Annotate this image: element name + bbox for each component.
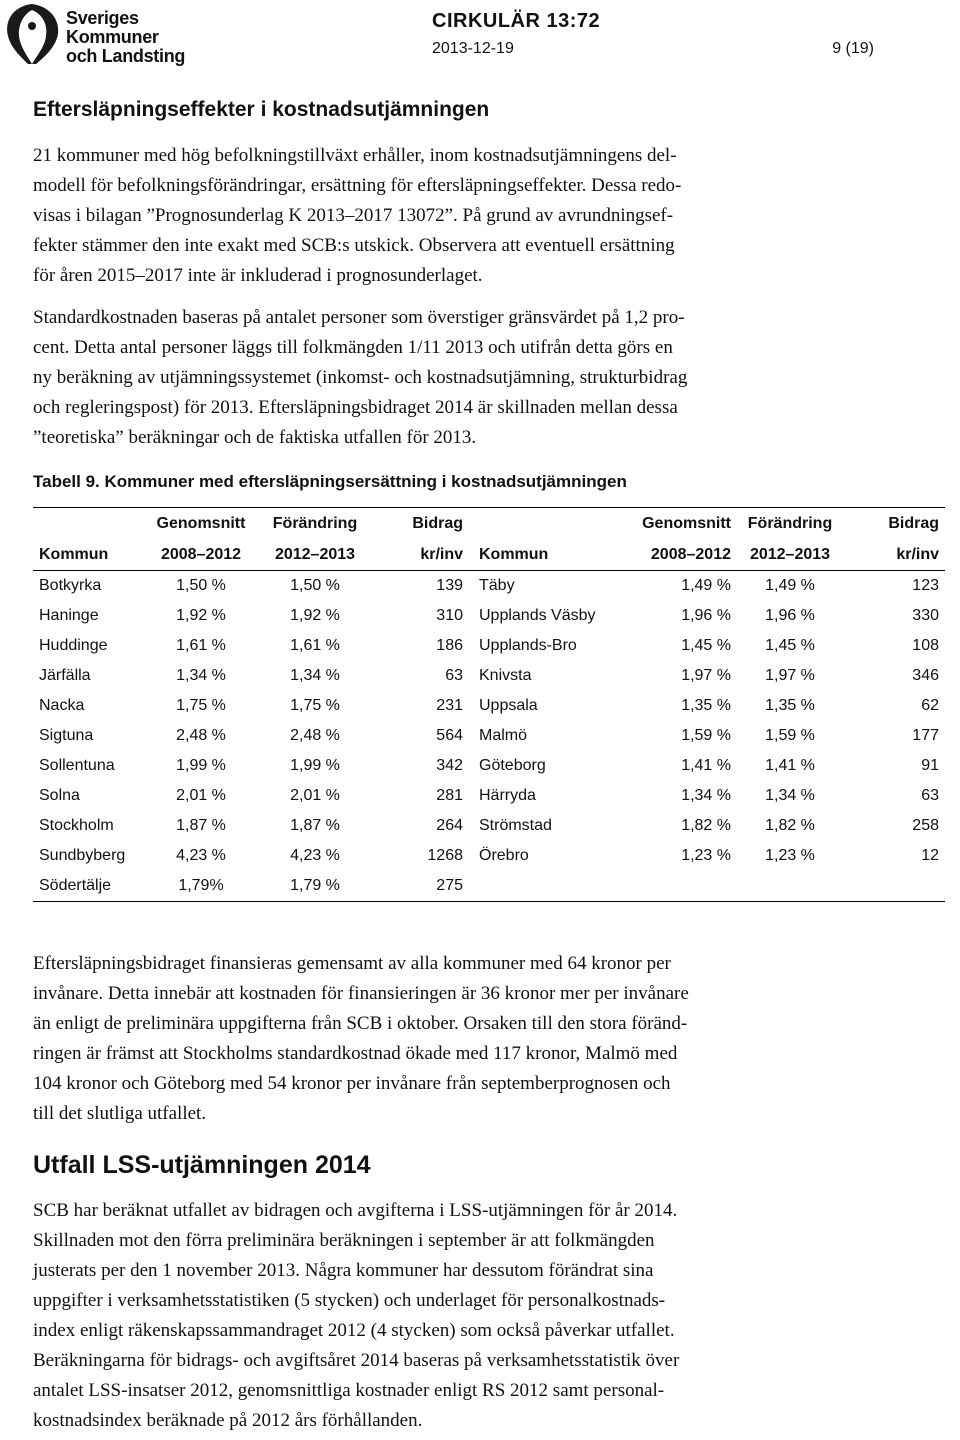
table-cell: 330	[912, 607, 939, 624]
table-cell: 1,59 %	[681, 727, 731, 744]
header-cell: Genomsnitt	[627, 508, 731, 541]
table-row	[33, 781, 945, 811]
section-heading-efterslapning: Eftersläpningseffekter i kostnadsutjämningen	[33, 98, 490, 121]
paragraph-line: invånare. Detta innebär att kostnaden för finansieringen är 36 kronor mer per invånare	[33, 983, 689, 1004]
table-cell: 1,87 %	[290, 817, 340, 834]
table-cell: Sollentuna	[39, 757, 115, 774]
table-cell: 2,48 %	[290, 727, 340, 744]
paragraph-line: justerats per den 1 november 2013. Några kommuner har dessutom förändrat sina	[33, 1260, 654, 1281]
table-cell: 1,49 %	[765, 577, 815, 594]
paragraph-standardkostnad	[33, 303, 873, 453]
table-cell: 63	[921, 787, 939, 804]
header-cell: Kommun	[473, 540, 627, 571]
table-cell: 1,41 %	[681, 757, 731, 774]
table-cell: 1,75 %	[176, 697, 226, 714]
table-cell: Göteborg	[479, 757, 546, 774]
table-cell: Södertälje	[33, 871, 145, 902]
paragraph-line: modell för befolkningsförändringar, ersättning för eftersläpningseffekter. Dessa redo-	[33, 175, 682, 196]
table-row	[33, 721, 945, 751]
table-cell: 1,87 %	[176, 817, 226, 834]
paragraph-line: cent. Detta antal personer läggs till folkmängden 1/11 2013 och utifrån detta görs en	[33, 337, 673, 358]
logo-text-line-3: och Landsting	[66, 46, 186, 66]
paragraph-line: ringen är främst att Stockholms standardkostnad ökade med 117 kronor, Malmö med	[33, 1043, 678, 1064]
table-row	[33, 601, 945, 631]
table-cell: Järfälla	[39, 667, 91, 684]
header-cell: 2012–2013	[257, 540, 373, 571]
table-cell: 1,23 %	[765, 847, 815, 864]
table-cell: Solna	[39, 787, 80, 804]
table-cell: 177	[912, 727, 939, 744]
paragraph-line: Standardkostnaden baseras på antalet personer som överstiger gränsvärdet på 1,2 pro-	[33, 307, 685, 328]
table-cell: Knivsta	[479, 667, 532, 684]
table-cell: 2,01 %	[176, 787, 226, 804]
table-cell: 1,23 %	[681, 847, 731, 864]
header-cell	[33, 508, 145, 541]
logo-emblem-icon	[2, 2, 62, 66]
table-cell: 1,35 %	[681, 697, 731, 714]
table-cell: Huddinge	[39, 637, 108, 654]
table-cell: 63	[445, 667, 463, 684]
table-cell: 1,41 %	[765, 757, 815, 774]
table-cell: 1,34 %	[176, 667, 226, 684]
paragraph-line: fekter stämmer den inte exakt med SCB:s utskick. Observera att eventuell ersättning	[33, 235, 675, 256]
table-cell: 4,23 %	[290, 847, 340, 864]
paragraph-line: för åren 2015–2017 inte är inkluderad i prognosunderlaget.	[33, 265, 483, 286]
paragraph-line: till det slutliga utfallet.	[33, 1103, 207, 1124]
table-cell: 258	[912, 817, 939, 834]
paragraph-line: och regleringspost) för 2013. Eftersläpningsbidraget 2014 är skillnaden mellan dessa	[33, 397, 678, 418]
header-cell: Genomsnitt	[145, 508, 257, 541]
table-cell: Stockholm	[39, 817, 114, 834]
document-date: 2013-12-19	[432, 40, 514, 57]
table-cell: 281	[436, 787, 463, 804]
table-row	[33, 871, 945, 902]
table-cell: Täby	[479, 577, 515, 594]
table-cell	[473, 871, 627, 902]
table-cell: 1,79%	[145, 871, 257, 902]
table-cell: 1268	[427, 847, 463, 864]
table-cell: 1,75 %	[290, 697, 340, 714]
organization-logo	[0, 0, 186, 72]
table-cell: 1,45 %	[681, 637, 731, 654]
paragraph-line: 21 kommuner med hög befolkningstillväxt erhåller, inom kostnadsutjämningens del-	[33, 145, 677, 166]
table-cell: 1,34 %	[290, 667, 340, 684]
paragraph-line: uppgifter i verksamhetsstatistiken (5 stycken) och underlaget för personalkostnads-	[33, 1290, 666, 1311]
table-cell: 564	[436, 727, 463, 744]
table-cell	[627, 871, 731, 902]
table-row	[33, 661, 945, 691]
table-cell: 1,61 %	[176, 637, 226, 654]
table-header-row-bottom	[33, 540, 945, 571]
paragraph-line: Skillnaden mot den förra preliminära beräkningen i september är att folkmängden	[33, 1230, 655, 1251]
paragraph-line: ”teoretiska” beräkningar och de faktiska utfallen för 2013.	[33, 427, 477, 448]
paragraph-line: Beräkningarna för bidrags- och avgiftsåret 2014 baseras på verksamhetsstatistik över	[33, 1350, 680, 1371]
table-row	[33, 691, 945, 721]
paragraph-intro	[33, 141, 873, 291]
table-cell: 264	[436, 817, 463, 834]
paragraph-line: visas i bilagan ”Prognosunderlag K 2013–2017 13072”. På grund av avrundningsef-	[33, 205, 674, 226]
section-heading-lss: Utfall LSS-utjämningen 2014	[33, 1151, 371, 1179]
table-cell	[731, 871, 849, 902]
compensation-table	[33, 507, 945, 902]
table-cell: Sigtuna	[39, 727, 94, 744]
table-cell: 1,34 %	[681, 787, 731, 804]
table-cell: Upplands Väsby	[479, 607, 596, 624]
header-cell: Bidrag	[373, 508, 473, 541]
table-cell: 1,49 %	[681, 577, 731, 594]
table-cell: Botkyrka	[39, 577, 102, 594]
table-cell: 342	[436, 757, 463, 774]
table-cell: 1,99 %	[290, 757, 340, 774]
table-cell: Strömstad	[479, 817, 552, 834]
header-cell: 2008–2012	[627, 540, 731, 571]
table-caption: Tabell 9. Kommuner med eftersläpningsersättning i kostnadsutjämningen	[33, 472, 627, 491]
table-cell: 1,82 %	[681, 817, 731, 834]
circular-number: CIRKULÄR 13:72	[432, 10, 601, 32]
table-header-row-top	[33, 508, 945, 541]
table-row	[33, 751, 945, 781]
header-cell: 2012–2013	[731, 540, 849, 571]
paragraph-financing	[33, 949, 873, 1129]
table-row	[33, 841, 945, 871]
table-cell: 1,61 %	[290, 637, 340, 654]
table-cell	[849, 871, 945, 902]
table-cell: 186	[436, 637, 463, 654]
header-cell: Bidrag	[849, 508, 945, 541]
logo-text-line-2: Kommuner	[66, 27, 159, 47]
table-cell: Härryda	[479, 787, 536, 804]
table-cell: Uppsala	[479, 697, 538, 714]
paragraph-line: 104 kronor och Göteborg med 54 kronor per invånare från septemberprognosen och	[33, 1073, 671, 1094]
table-cell: 1,50 %	[290, 577, 340, 594]
table-cell: 1,82 %	[765, 817, 815, 834]
header-cell	[473, 508, 627, 541]
table-cell: Haninge	[39, 607, 99, 624]
table-cell: 1,97 %	[765, 667, 815, 684]
table-cell: 1,45 %	[765, 637, 815, 654]
table-cell: 1,99 %	[176, 757, 226, 774]
header-cell: kr/inv	[849, 540, 945, 571]
header-cell: Förändring	[257, 508, 373, 541]
table-cell: 1,79 %	[257, 871, 373, 902]
table-cell: 1,34 %	[765, 787, 815, 804]
table-cell: Upplands-Bro	[479, 637, 577, 654]
table-cell: 62	[921, 697, 939, 714]
table-row	[33, 631, 945, 661]
table-cell: 231	[436, 697, 463, 714]
table-cell: 310	[436, 607, 463, 624]
table-cell: 123	[912, 577, 939, 594]
header-cell: kr/inv	[373, 540, 473, 571]
table-cell: 1,50 %	[176, 577, 226, 594]
paragraph-line: index enligt räkenskapssammandraget 2012 (4 stycken) som också påverkar utfallet.	[33, 1320, 675, 1341]
table-cell: 2,48 %	[176, 727, 226, 744]
header-cell: Förändring	[731, 508, 849, 541]
logo-text-line-1: Sveriges	[66, 8, 139, 28]
table-row	[33, 571, 945, 602]
paragraph-line: än enligt de preliminära uppgifterna från SCB i oktober. Orsaken till den stora föränd-	[33, 1013, 688, 1034]
header-cell: Kommun	[33, 540, 145, 571]
paragraph-lss	[33, 1196, 873, 1436]
table-cell: 91	[921, 757, 939, 774]
table-cell: 275	[373, 871, 473, 902]
table-row	[33, 811, 945, 841]
table-cell: 12	[921, 847, 939, 864]
page-number: 9 (19)	[832, 40, 874, 57]
header-cell: 2008–2012	[145, 540, 257, 571]
table-cell: 1,96 %	[681, 607, 731, 624]
table-cell: 1,35 %	[765, 697, 815, 714]
paragraph-line: SCB har beräknat utfallet av bidragen och avgifterna i LSS-utjämningen för år 2014.	[33, 1200, 678, 1221]
table-cell: Nacka	[39, 697, 85, 714]
table-cell: 139	[436, 577, 463, 594]
table-cell: 346	[912, 667, 939, 684]
table-body	[33, 571, 945, 902]
table-cell: 4,23 %	[176, 847, 226, 864]
paragraph-line: kostnadsindex beräknade på 2012 års förhållanden.	[33, 1410, 423, 1431]
table-cell: 1,59 %	[765, 727, 815, 744]
table-cell: 1,96 %	[765, 607, 815, 624]
paragraph-line: ny beräkning av utjämningssystemet (inkomst- och kostnadsutjämning, strukturbidrag	[33, 367, 688, 388]
table-cell: 1,97 %	[681, 667, 731, 684]
table-cell: Sundbyberg	[39, 847, 126, 864]
table-cell: 108	[912, 637, 939, 654]
paragraph-line: Eftersläpningsbidraget finansieras gemensamt av alla kommuner med 64 kronor per	[33, 953, 671, 974]
table-cell: 2,01 %	[290, 787, 340, 804]
paragraph-line: antalet LSS-insatser 2012, genomsnittliga kostnader enligt RS 2012 samt personal-	[33, 1380, 665, 1401]
table-cell: Örebro	[479, 847, 529, 864]
table-cell: Malmö	[479, 727, 528, 744]
table-cell: 1,92 %	[290, 607, 340, 624]
table-cell: 1,92 %	[176, 607, 226, 624]
